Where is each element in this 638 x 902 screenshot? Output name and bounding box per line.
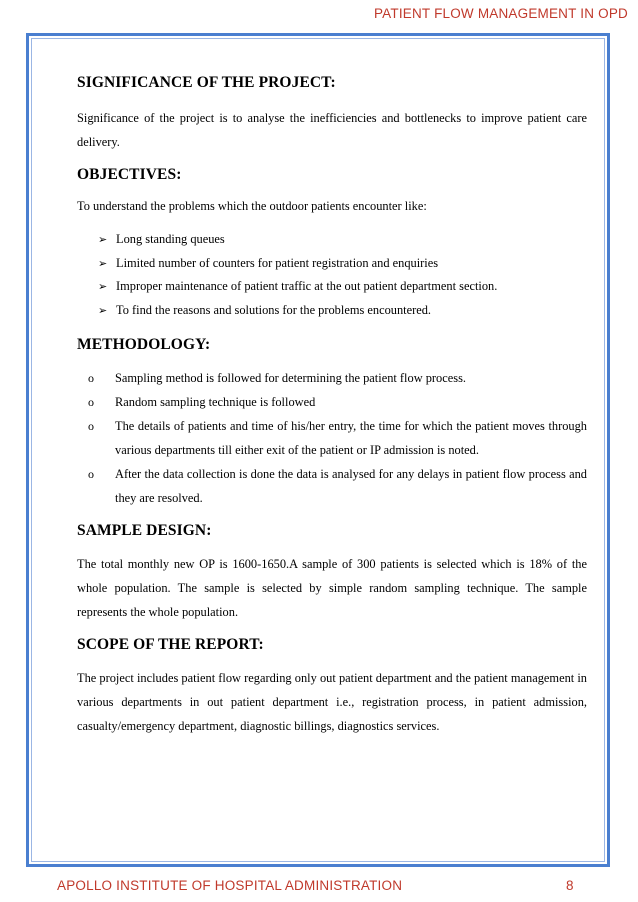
objectives-list-item: ➢ Improper maintenance of patient traffic at the out patient department section. [98, 275, 587, 299]
circle-bullet-icon: o [88, 467, 94, 481]
objectives-list-item: ➢ Limited number of counters for patient registration and enquiries [98, 252, 587, 276]
circle-bullet-icon: o [88, 371, 94, 385]
methodology-list-item: o The details of patients and time of his/her entry, the time for which the patient moves through various departments till either exit of the patient or IP admission is noted. [88, 414, 587, 462]
objectives-list-item: ➢ Long standing queues [98, 228, 587, 252]
page-content [77, 74, 587, 738]
arrow-bullet-icon: ➢ [98, 233, 108, 246]
significance-heading: SIGNIFICANCE OF THE PROJECT: [77, 74, 336, 91]
methodology-list-item: o Sampling method is followed for determining the patient flow process. [88, 366, 587, 390]
methodology-section [77, 336, 587, 510]
scope-section [77, 636, 587, 738]
objectives-intro: To understand the problems which the outdoor patients encounter like: [77, 199, 427, 213]
sample-design-section [77, 522, 587, 624]
arrow-bullet-icon: ➢ [98, 256, 108, 270]
footer-institute-name: APOLLO INSTITUTE OF HOSPITAL ADMINISTRATION [57, 878, 403, 893]
methodology-list-item: o Random sampling technique is followed [88, 390, 587, 414]
sample-design-heading: SAMPLE DESIGN: [77, 522, 212, 539]
methodology-list [77, 366, 587, 510]
objectives-list [77, 228, 587, 322]
running-header-title: PATIENT FLOW MANAGEMENT IN OPD [373, 6, 628, 21]
objectives-heading: OBJECTIVES: [77, 166, 182, 183]
significance-paragraph: Significance of the project is to analyse the inefficiencies and bottlenecks to improve patient care delivery. [77, 111, 587, 149]
arrow-bullet-icon: ➢ [98, 303, 108, 317]
footer-page-number: 8 [566, 878, 574, 893]
scope-heading: SCOPE OF THE REPORT: [77, 636, 264, 653]
significance-section [77, 74, 587, 154]
circle-bullet-icon: o [88, 419, 94, 433]
methodology-list-item: o After the data collection is done the data is analysed for any delays in patient flow process and they are resolved. [88, 462, 587, 510]
circle-bullet-icon: o [88, 395, 94, 409]
scope-paragraph: The project includes patient flow regarding only out patient department and the patient management in various departments in out patient department i.e., registration process, in patient admission, casualty/emergency department, diagnostic billings, diagnostics services. [77, 671, 587, 733]
methodology-heading: METHODOLOGY: [77, 336, 211, 353]
objectives-list-item: ➢ To find the reasons and solutions for the problems encountered. [98, 299, 587, 323]
sample-design-paragraph: The total monthly new OP is 1600-1650.A sample of 300 patients is selected which is 18% of the whole population. The sample is selected by simple random sampling technique. The sample represents the whole population. [77, 557, 587, 619]
arrow-bullet-icon: ➢ [98, 280, 108, 293]
objectives-section [77, 166, 587, 322]
